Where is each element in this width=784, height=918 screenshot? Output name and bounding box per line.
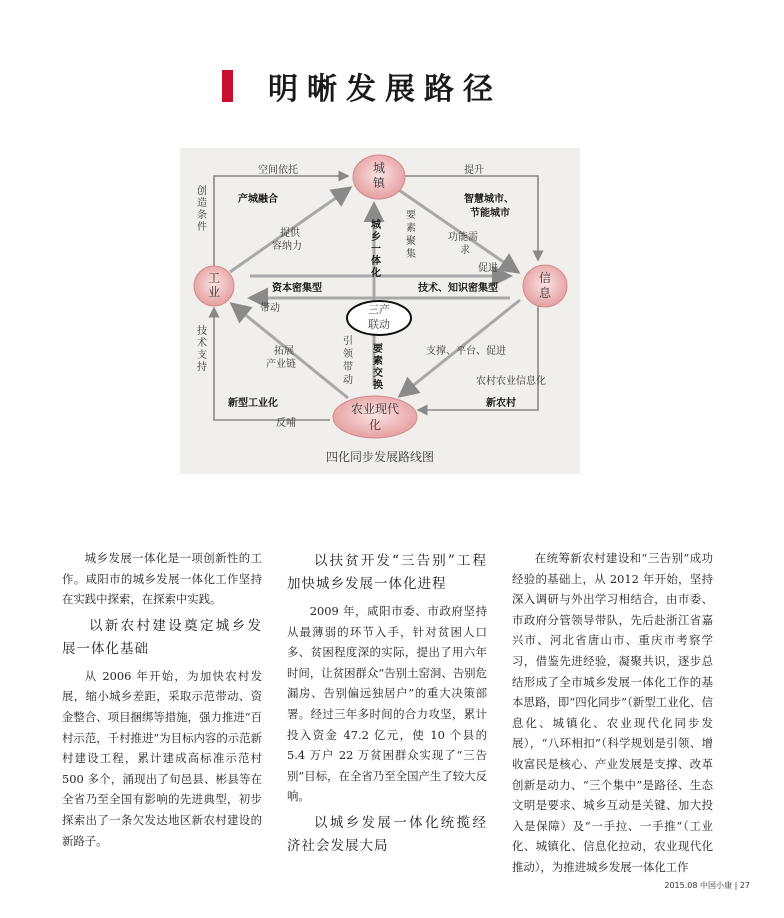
label-urban-rural-2: 乡 — [371, 232, 381, 243]
label-urban-rural-3: 一 — [371, 244, 381, 255]
label-factor-exchange-1: 要 — [373, 344, 383, 355]
label-drive: 带动 — [260, 303, 280, 314]
label-guide-4: 动 — [343, 375, 353, 386]
label-urban-rural-1: 城 — [371, 220, 381, 231]
label-factor-gather-2: 素 — [406, 223, 416, 234]
label-tech-support-1: 技 — [197, 326, 207, 337]
label-tech-support-4: 持 — [197, 362, 207, 373]
page-footer — [664, 880, 750, 891]
label-factor-gather-3: 聚 — [406, 236, 416, 247]
arrow-info-to-agri — [418, 306, 538, 410]
page-title: 明晰发展路径 — [268, 72, 502, 107]
footer-divider: | — [734, 881, 738, 890]
label-spatial: 空间依托 — [258, 165, 298, 176]
label-function-demand-1: 功能需 — [448, 232, 478, 243]
label-capital: 资本密集型 — [272, 283, 322, 294]
node-industry-label-1: 工 — [207, 271, 221, 285]
arrow-industry-to-town — [214, 176, 348, 266]
label-expand-2: 产业链 — [266, 359, 296, 370]
label-smart-2: 节能城市 — [470, 208, 510, 219]
label-factor-gather-4: 集 — [406, 249, 416, 260]
label-factor-exchange-3: 交 — [373, 368, 383, 379]
column-1 — [62, 548, 262, 851]
title-accent-bar — [222, 70, 233, 102]
col1-intro: 城乡发展一体化是一项创新性的工作。咸阳市的城乡发展一体化工作坚持在实践中探索，在探索中实践。 — [62, 551, 262, 607]
label-factor-exchange-4: 换 — [373, 380, 383, 391]
label-urban-rural-4: 体 — [371, 256, 381, 267]
col1-paragraph: 从 2006 年开始，为加快农村发展，缩小城乡差距，采取示范带动、资金整合、项目捆绑等措施，强力推进“百村示范，千村推进”为目标内容的示范新村建设工程，累计建成高标准示范村 500 多个，涌现出了旬邑县、彬县等在全省乃至全国有影响的先进典型，初步探索出了一条欠发达地区新农村建设的新路子。 — [62, 668, 262, 848]
node-agri-label-2: 化 — [368, 418, 382, 432]
node-info-label-2: 息 — [538, 286, 552, 300]
diagram-svg — [180, 148, 580, 474]
four-modernizations-diagram — [180, 148, 580, 474]
label-industry-city: 产城融合 — [238, 194, 278, 205]
col2-paragraph: 2009 年，咸阳市委、市政府坚持从最薄弱的环节入手，针对贫困人口多、贫困程度深的实际，提出了用六年时间，让贫困群众“告别土窑洞、告别危漏房、告别偏远独居户”的重大决策部署。经过三年多时间的合力攻坚，累计投入资金 47.2 亿元，使 10 个县的 5.4 万户 22 万贫困群众实现了“三告别”目标，在全省乃至全国产生了较大反响。 — [287, 604, 487, 804]
label-factor-exchange-2: 素 — [373, 356, 383, 367]
column-2 — [287, 548, 487, 863]
node-town-label-2: 镇 — [372, 176, 386, 190]
column-3 — [512, 548, 713, 878]
label-lift: 提升 — [464, 165, 484, 176]
node-center-label-1: 三产 — [368, 303, 390, 316]
label-factor-gather-1: 要 — [406, 210, 416, 221]
node-industry-label-2: 业 — [207, 285, 221, 299]
footer-magazine: 中国小康 — [700, 881, 733, 890]
label-guide-3: 带 — [343, 362, 353, 373]
label-guide-1: 引 — [343, 336, 353, 347]
label-new-industry: 新型工业化 — [228, 398, 278, 409]
label-support: 支撑、平台、促进 — [426, 346, 506, 357]
node-center-label-2: 联动 — [368, 318, 390, 331]
label-create-1: 创 — [197, 186, 207, 197]
node-info-label-1: 信 — [538, 271, 552, 285]
label-guide-2: 领 — [343, 349, 353, 360]
label-tech-support-3: 支 — [197, 350, 207, 361]
label-tech-support-2: 术 — [197, 338, 207, 349]
col1-heading: 以新农村建设奠定城乡发展一体化基础 — [62, 617, 262, 657]
label-create-3: 条 — [197, 210, 207, 221]
col2-heading-1: 以扶贫开发“三告别”工程加快城乡发展一体化进程 — [287, 553, 487, 592]
label-create-2: 造 — [197, 198, 207, 209]
label-function-demand-2: 求 — [460, 245, 470, 256]
label-urban-rural-5: 化 — [371, 268, 381, 279]
col2-heading-2: 以城乡发展一体化统揽经济社会发展大局 — [287, 814, 487, 854]
label-create-4: 件 — [197, 222, 207, 233]
label-rural-info: 农村农业信息化 — [476, 376, 546, 387]
label-provide-1: 提供 — [280, 228, 300, 239]
footer-issue: 2015.08 — [664, 881, 698, 890]
node-town-label-1: 城 — [372, 161, 386, 175]
label-smart-1: 智慧城市、 — [464, 194, 514, 205]
label-provide-2: 容纳力 — [272, 241, 302, 252]
col3-paragraph: 在统筹新农村建设和“三告别”成功经验的基础上，从 2012 年开始，坚持深入调研与外出学习相结合，由市委、市政府分管领导带队，先后赴浙江省嘉兴市、河北省唐山市、重庆市考察学习，借鉴先进经验，凝聚共识，逐步总结形成了全市城乡发展一体化工作的基本思路，即“四化同步”（新型工业化、信息化、城镇化、农业现代化同步发展），“八环相扣”（科学规划是引领、增收富民是核心、产业发展是支撑、改革创新是动力、“三个集中”是路径、生态文明是要求、城乡互动是关键、加大投入是保障）及“一手拉、一手推”（工业化、城镇化、信息化拉动，农业现代化推动），为推进城乡发展一体化工作 — [512, 551, 713, 874]
footer-page-number: 27 — [739, 881, 750, 890]
label-promote: 促进 — [478, 263, 498, 274]
diagram-caption: 四化同步发展路线图 — [325, 450, 435, 464]
label-expand-1: 拓展 — [274, 346, 294, 357]
node-agri-label-1: 农业现代 — [350, 402, 400, 416]
label-feedback: 反哺 — [276, 418, 296, 429]
label-tech: 技术、知识密集型 — [418, 283, 498, 294]
label-new-rural: 新农村 — [486, 398, 516, 409]
